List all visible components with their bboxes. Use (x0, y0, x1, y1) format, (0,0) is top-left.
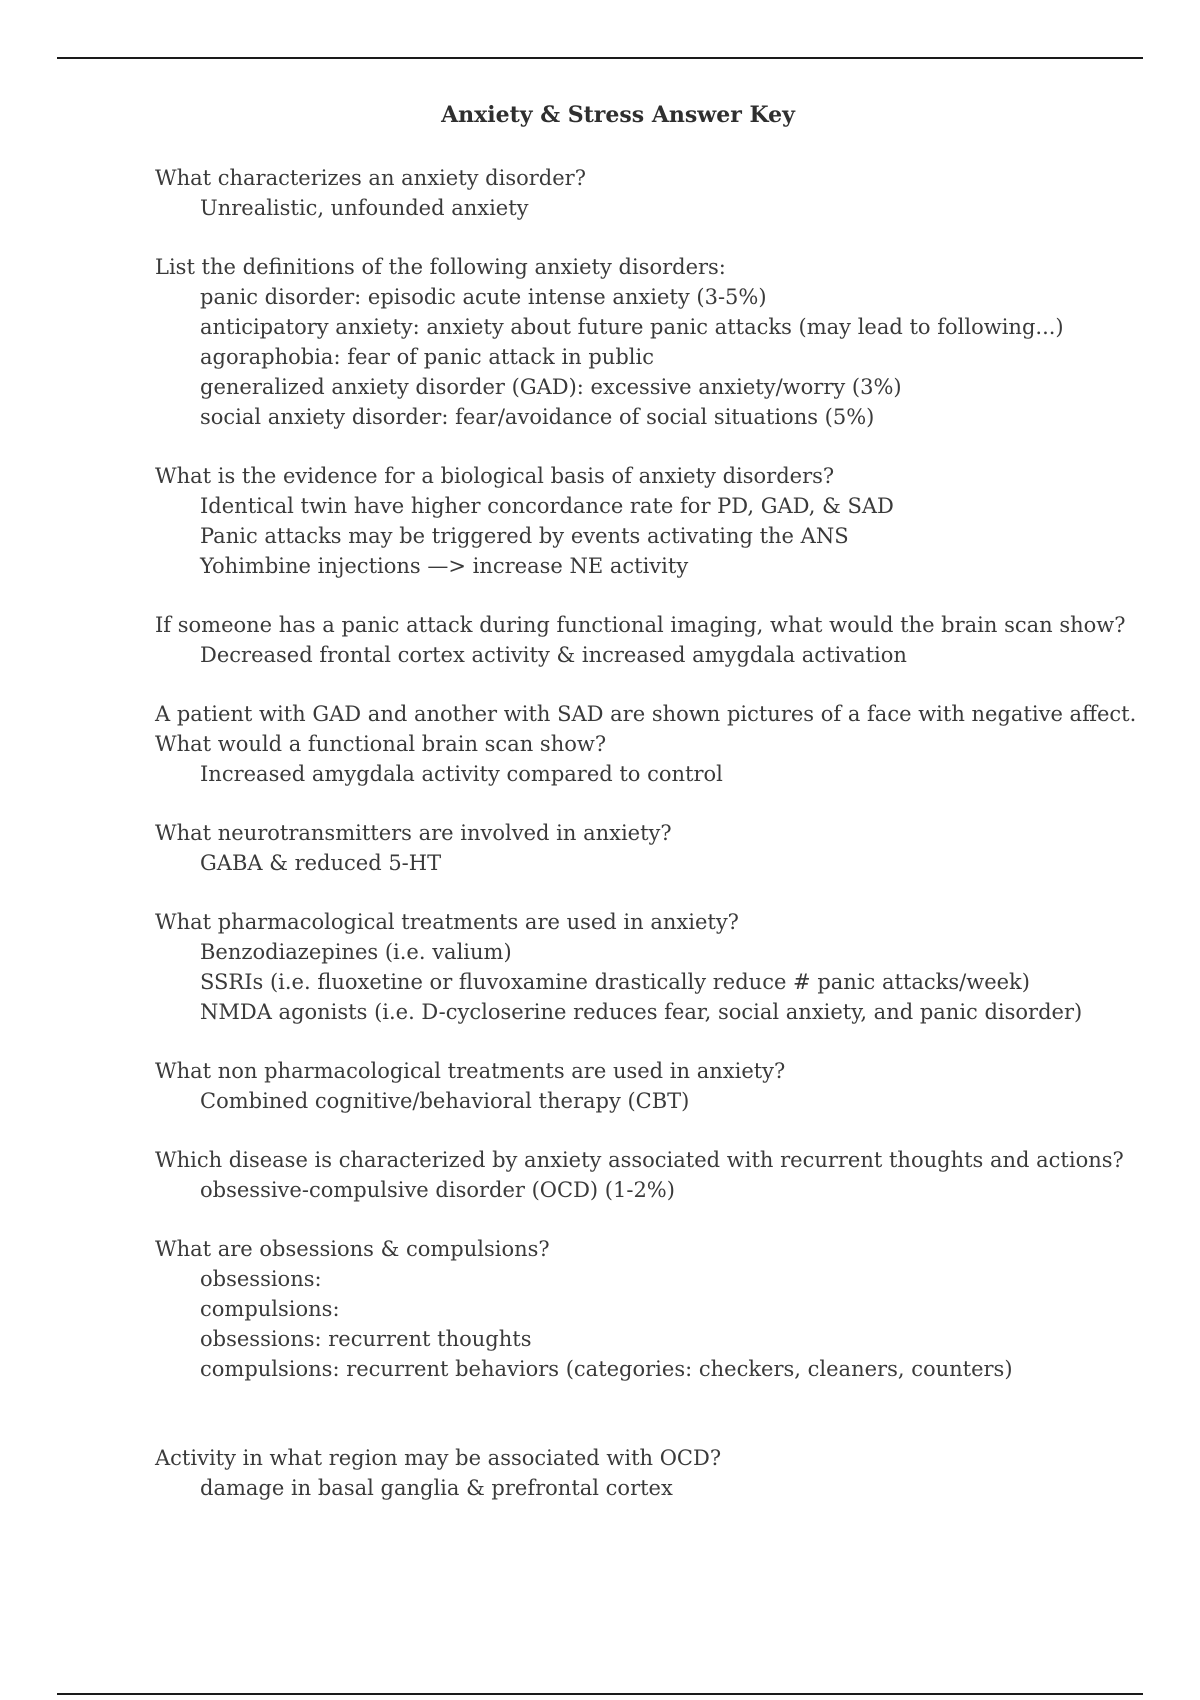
answer: obsessions: (200, 1267, 322, 1291)
qa-block-7 (155, 907, 1155, 1027)
answer: obsessive-compulsive disorder (OCD) (1-2%) (200, 1178, 675, 1202)
qa-block-2 (155, 252, 1155, 432)
answer: NMDA agonists (i.e. D-cycloserine reduces fear, social anxiety, and panic disorder) (200, 1000, 1083, 1024)
answer: generalized anxiety disorder (GAD): excessive anxiety/worry (3%) (200, 375, 902, 399)
qa-block-8 (155, 1056, 1155, 1116)
question: Activity in what region may be associated with OCD? (155, 1446, 722, 1470)
answer: Identical twin have higher concordance rate for PD, GAD, & SAD (200, 494, 894, 518)
question: What is the evidence for a biological basis of anxiety disorders? (155, 464, 835, 488)
answer: damage in basal ganglia & prefrontal cortex (200, 1476, 673, 1500)
qa-block-4 (155, 610, 1155, 670)
question: What would a functional brain scan show? (155, 732, 607, 756)
qa-block-11 (155, 1443, 1155, 1503)
answer: agoraphobia: fear of panic attack in public (200, 345, 654, 369)
qa-block-3 (155, 461, 1155, 581)
qa-block-5 (155, 699, 1155, 789)
answer: Unrealistic, unfounded anxiety (200, 196, 529, 220)
answer: panic disorder: episodic acute intense anxiety (3-5%) (200, 285, 767, 309)
question: What are obsessions & compulsions? (155, 1237, 550, 1261)
answer: Benzodiazepines (i.e. valium) (200, 940, 512, 964)
answer: compulsions: recurrent behaviors (categories: checkers, cleaners, counters) (200, 1357, 1013, 1381)
question: What neurotransmitters are involved in anxiety? (155, 821, 672, 845)
answer-key-content (155, 163, 1155, 1503)
answer: Yohimbine injections —> increase NE activity (200, 554, 689, 578)
top-rule (57, 57, 1143, 59)
qa-block-1 (155, 163, 1155, 223)
answer: anticipatory anxiety: anxiety about future panic attacks (may lead to following...) (200, 315, 1064, 339)
page-title: Anxiety & Stress Answer Key (441, 102, 795, 128)
question: A patient with GAD and another with SAD are shown pictures of a face with negative affect. (155, 702, 1137, 726)
qa-block-6 (155, 818, 1155, 878)
question: What characterizes an anxiety disorder? (155, 166, 586, 190)
answer: social anxiety disorder: fear/avoidance of social situations (5%) (200, 405, 875, 429)
qa-block-10 (155, 1234, 1155, 1384)
question: What non pharmacological treatments are used in anxiety? (155, 1059, 786, 1083)
answer: Increased amygdala activity compared to control (200, 762, 723, 786)
bottom-rule (57, 1693, 1143, 1695)
answer: Panic attacks may be triggered by events activating the ANS (200, 524, 849, 548)
question: Which disease is characterized by anxiety associated with recurrent thoughts and actions? (155, 1148, 1124, 1172)
answer: GABA & reduced 5-HT (200, 851, 442, 875)
answer: Decreased frontal cortex activity & increased amygdala activation (200, 643, 907, 667)
answer: SSRIs (i.e. fluoxetine or fluvoxamine drastically reduce # panic attacks/week) (200, 970, 1030, 994)
answer: compulsions: (200, 1297, 340, 1321)
question: What pharmacological treatments are used in anxiety? (155, 910, 739, 934)
question: List the definitions of the following anxiety disorders: (155, 255, 726, 279)
question: If someone has a panic attack during functional imaging, what would the brain scan show? (155, 613, 1126, 637)
qa-block-9 (155, 1145, 1155, 1205)
answer: obsessions: recurrent thoughts (200, 1327, 532, 1351)
answer: Combined cognitive/behavioral therapy (CBT) (200, 1089, 690, 1113)
